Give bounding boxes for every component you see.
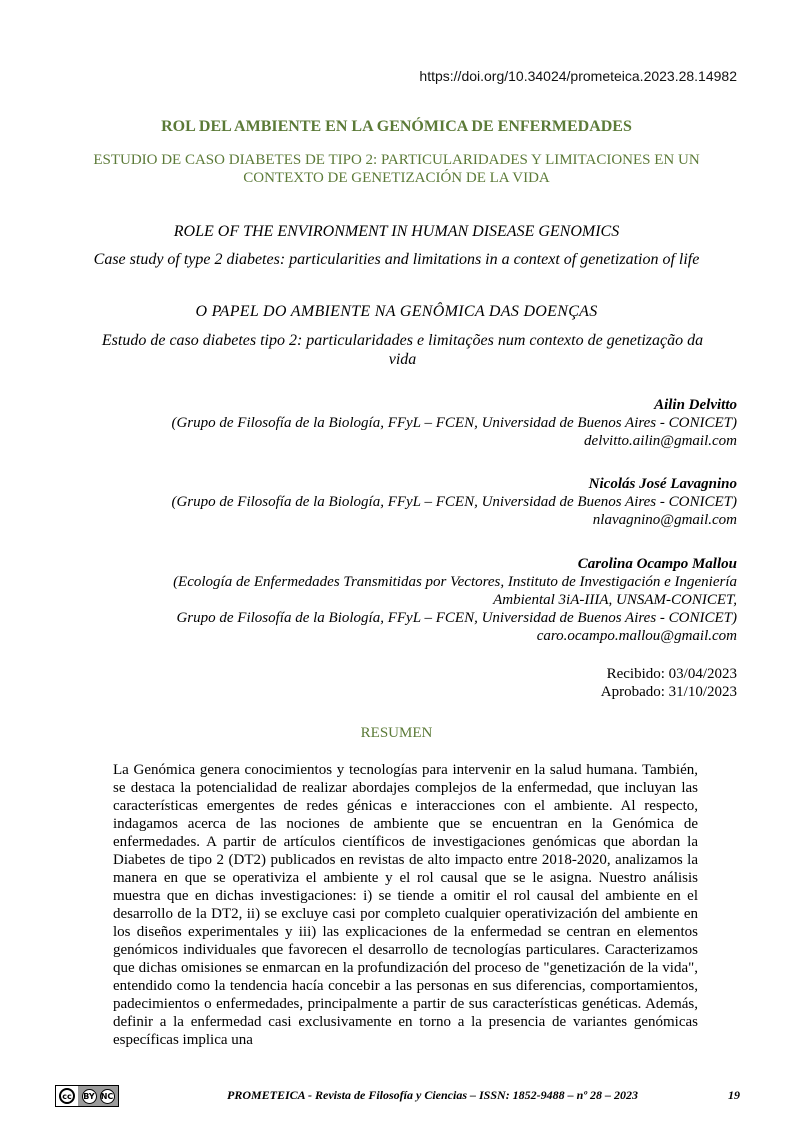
author-block xyxy=(97,396,737,450)
author-name: Nicolás José Lavagnino xyxy=(588,476,737,492)
page-footer xyxy=(55,1085,740,1109)
attribution-icon: BY xyxy=(82,1089,97,1104)
author-name: Carolina Ocampo Mallou xyxy=(577,556,737,572)
received-date: Recibido: 03/04/2023 xyxy=(606,666,737,682)
spanish-subtitle-line-1: ESTUDIO DE CASO DIABETES DE TIPO 2: PARTICULARIDADES Y LIMITACIONES EN UN xyxy=(93,152,700,168)
author-affiliation: (Grupo de Filosofía de la Biología, FFyL – FCEN, Universidad de Buenos Aires - CONICET) xyxy=(171,494,737,510)
creative-commons-license-badge[interactable] xyxy=(55,1085,119,1107)
english-title: ROLE OF THE ENVIRONMENT IN HUMAN DISEASE GENOMICS xyxy=(173,223,620,240)
author-email[interactable]: delvitto.ailin@gmail.com xyxy=(584,433,737,449)
author-email[interactable]: nlavagnino@gmail.com xyxy=(592,512,737,528)
spanish-title: ROL DEL AMBIENTE EN LA GENÓMICA DE ENFERMEDADES xyxy=(161,118,632,135)
abstract-text: La Genómica genera conocimientos y tecnologías para intervenir en la salud humana. También, se destaca la potencialidad de realizar abordajes complejos de la enfermedad, que incluyan las características emergentes de redes génicas e interacciones con el ambiente. Al respecto, indagamos acerca de las nociones de ambiente que se encuentran en la Genómica de enfermedades. A partir de artículos científicos de investigaciones genómicas que abordan la Diabetes de tipo 2 (DT2) publicados en revistas de alto impacto entre 2018-2020, analizamos la manera en que se operativiza el ambiente y el rol causal que se le asigna. Nuestro análisis muestra que en dichas investigaciones: i) se tiende a omitir el rol causal del ambiente en el desarrollo de la DT2, ii) se excluye casi por completo cualquier operativización del ambiente en los diseños experimentales y iii) las explicaciones de la enfermedad se centran en elementos genómicos individuales que favorecen el desarrollo de tecnologías particulares. Caracterizamos que dichas omisiones se enmarcan en la profundización del proceso de "genetización de la vida", entendido como la tendencia hacía concebir a las personas en sus diferencias, comportamientos, padecimientos o enfermedades, principalmente a partir de sus características genéticas. Además, definir a la enfermedad casi exclusivamente en torno a la presencia de variantes genómicas específicas implica una xyxy=(113,762,698,1048)
noncommercial-icon: NC xyxy=(100,1089,115,1104)
author-affiliation-line-2: Ambiental 3iA-IIIA, UNSAM-CONICET, xyxy=(493,592,737,608)
portuguese-subtitle-line-2: vida xyxy=(388,351,417,368)
approved-date: Aprobado: 31/10/2023 xyxy=(600,684,737,700)
author-email[interactable]: caro.ocampo.mallou@gmail.com xyxy=(536,628,737,644)
spanish-subtitle xyxy=(60,151,733,187)
spanish-subtitle-line-2: CONTEXTO DE GENETIZACIÓN DE LA VIDA xyxy=(243,170,550,186)
author-affiliation-line-1: (Ecología de Enfermedades Transmitidas por Vectores, Instituto de Investigación e Ingeniería xyxy=(173,574,737,590)
english-subtitle: Case study of type 2 diabetes: particularities and limitations in a context of genetization of life xyxy=(93,251,700,268)
author-affiliation: (Grupo de Filosofía de la Biología, FFyL – FCEN, Universidad de Buenos Aires - CONICET) xyxy=(171,415,737,431)
journal-citation: PROMETEICA - Revista de Filosofía y Ciencias – ISSN: 1852-9488 – nº 28 – 2023 xyxy=(227,1088,638,1102)
author-name: Ailin Delvitto xyxy=(654,397,737,413)
author-block xyxy=(97,555,737,645)
abstract-heading: RESUMEN xyxy=(360,725,433,741)
portuguese-title: O PAPEL DO AMBIENTE NA GENÔMICA DAS DOENÇAS xyxy=(195,303,598,320)
author-affiliation-line-3: Grupo de Filosofía de la Biología, FFyL – FCEN, Universidad de Buenos Aires - CONICET) xyxy=(176,610,737,626)
portuguese-subtitle xyxy=(66,331,739,369)
doi-link[interactable]: https://doi.org/10.34024/prometeica.2023.28.14982 xyxy=(419,68,737,84)
submission-dates xyxy=(601,665,737,701)
portuguese-subtitle-line-1: Estudo de caso diabetes tipo 2: particularidades e limitações num contexto de genetização da xyxy=(101,332,704,349)
author-block xyxy=(97,475,737,529)
page-number: 19 xyxy=(728,1088,740,1102)
cc-icon: cc xyxy=(59,1088,75,1104)
